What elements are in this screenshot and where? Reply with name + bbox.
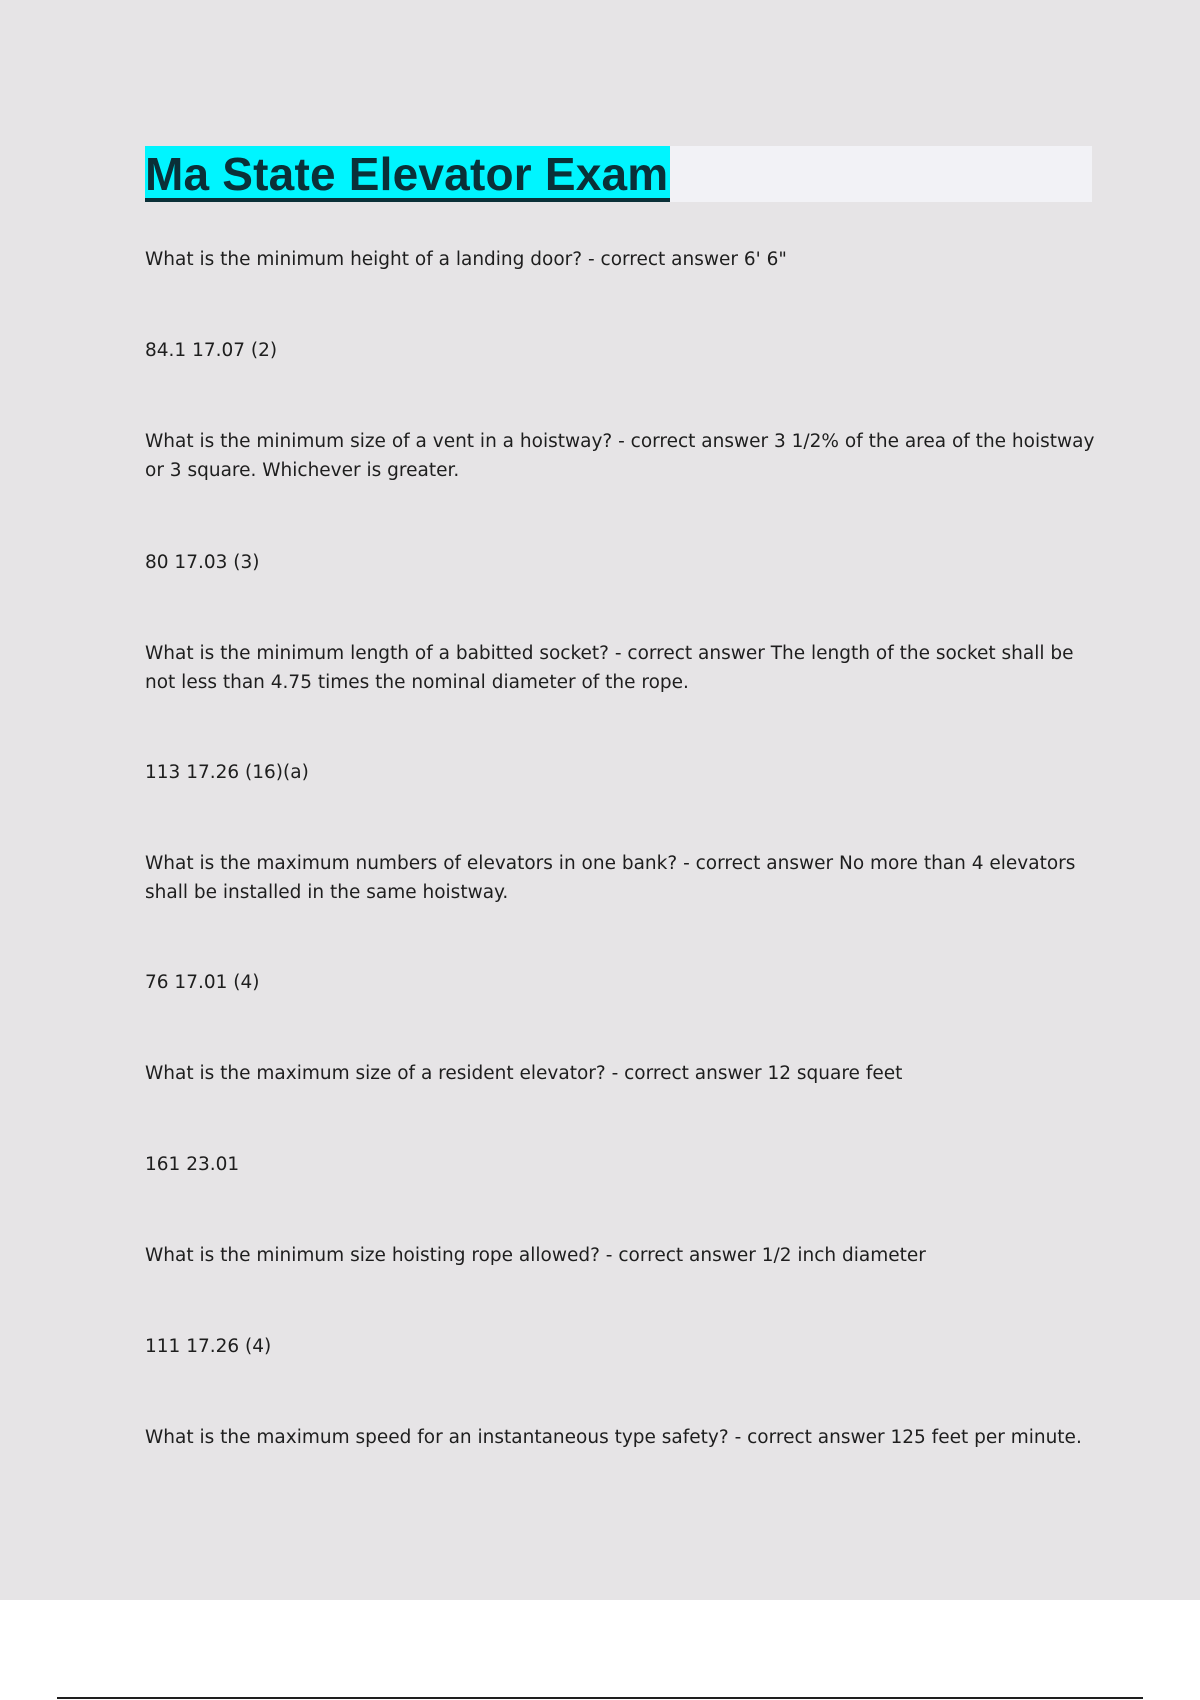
code-reference: 161 23.01 <box>145 1154 240 1175</box>
question-hoistway-vent-size: What is the minimum size of a vent in a hoistway? - correct answer 3 1/2% of the area of the hoistway or 3 square. Whichever is greater. <box>145 431 1095 481</box>
question-landing-door-height: What is the minimum height of a landing door? - correct answer 6' 6" <box>145 249 787 270</box>
code-reference: 80 17.03 (3) <box>145 552 260 573</box>
code-reference: 113 17.26 (16)(a) <box>145 762 309 783</box>
question-residence-elevator-size: What is the maximum size of a resident elevator? - correct answer 12 square feet <box>145 1063 903 1084</box>
code-reference: 76 17.01 (4) <box>145 972 260 993</box>
question-babbitted-socket-length: What is the minimum length of a babitted socket? - correct answer The length of the socket shall be not less than 4.75 times the nominal diameter of the rope. <box>145 643 1074 693</box>
code-reference: 111 17.26 (4) <box>145 1336 272 1357</box>
code-reference: 84.1 17.07 (2) <box>145 340 278 361</box>
document-title: Ma State Elevator Exam <box>145 148 669 200</box>
question-elevators-per-bank: What is the maximum numbers of elevators in one bank? - correct answer No more than 4 elevators shall be installed in the same hoistway. <box>145 853 1076 903</box>
page-divider-line <box>57 1697 1143 1699</box>
question-hoisting-rope-size: What is the minimum size hoisting rope allowed? - correct answer 1/2 inch diameter <box>145 1245 926 1266</box>
question-instantaneous-safety-speed: What is the maximum speed for an instantaneous type safety? - correct answer 125 feet per minute. <box>145 1427 1082 1448</box>
